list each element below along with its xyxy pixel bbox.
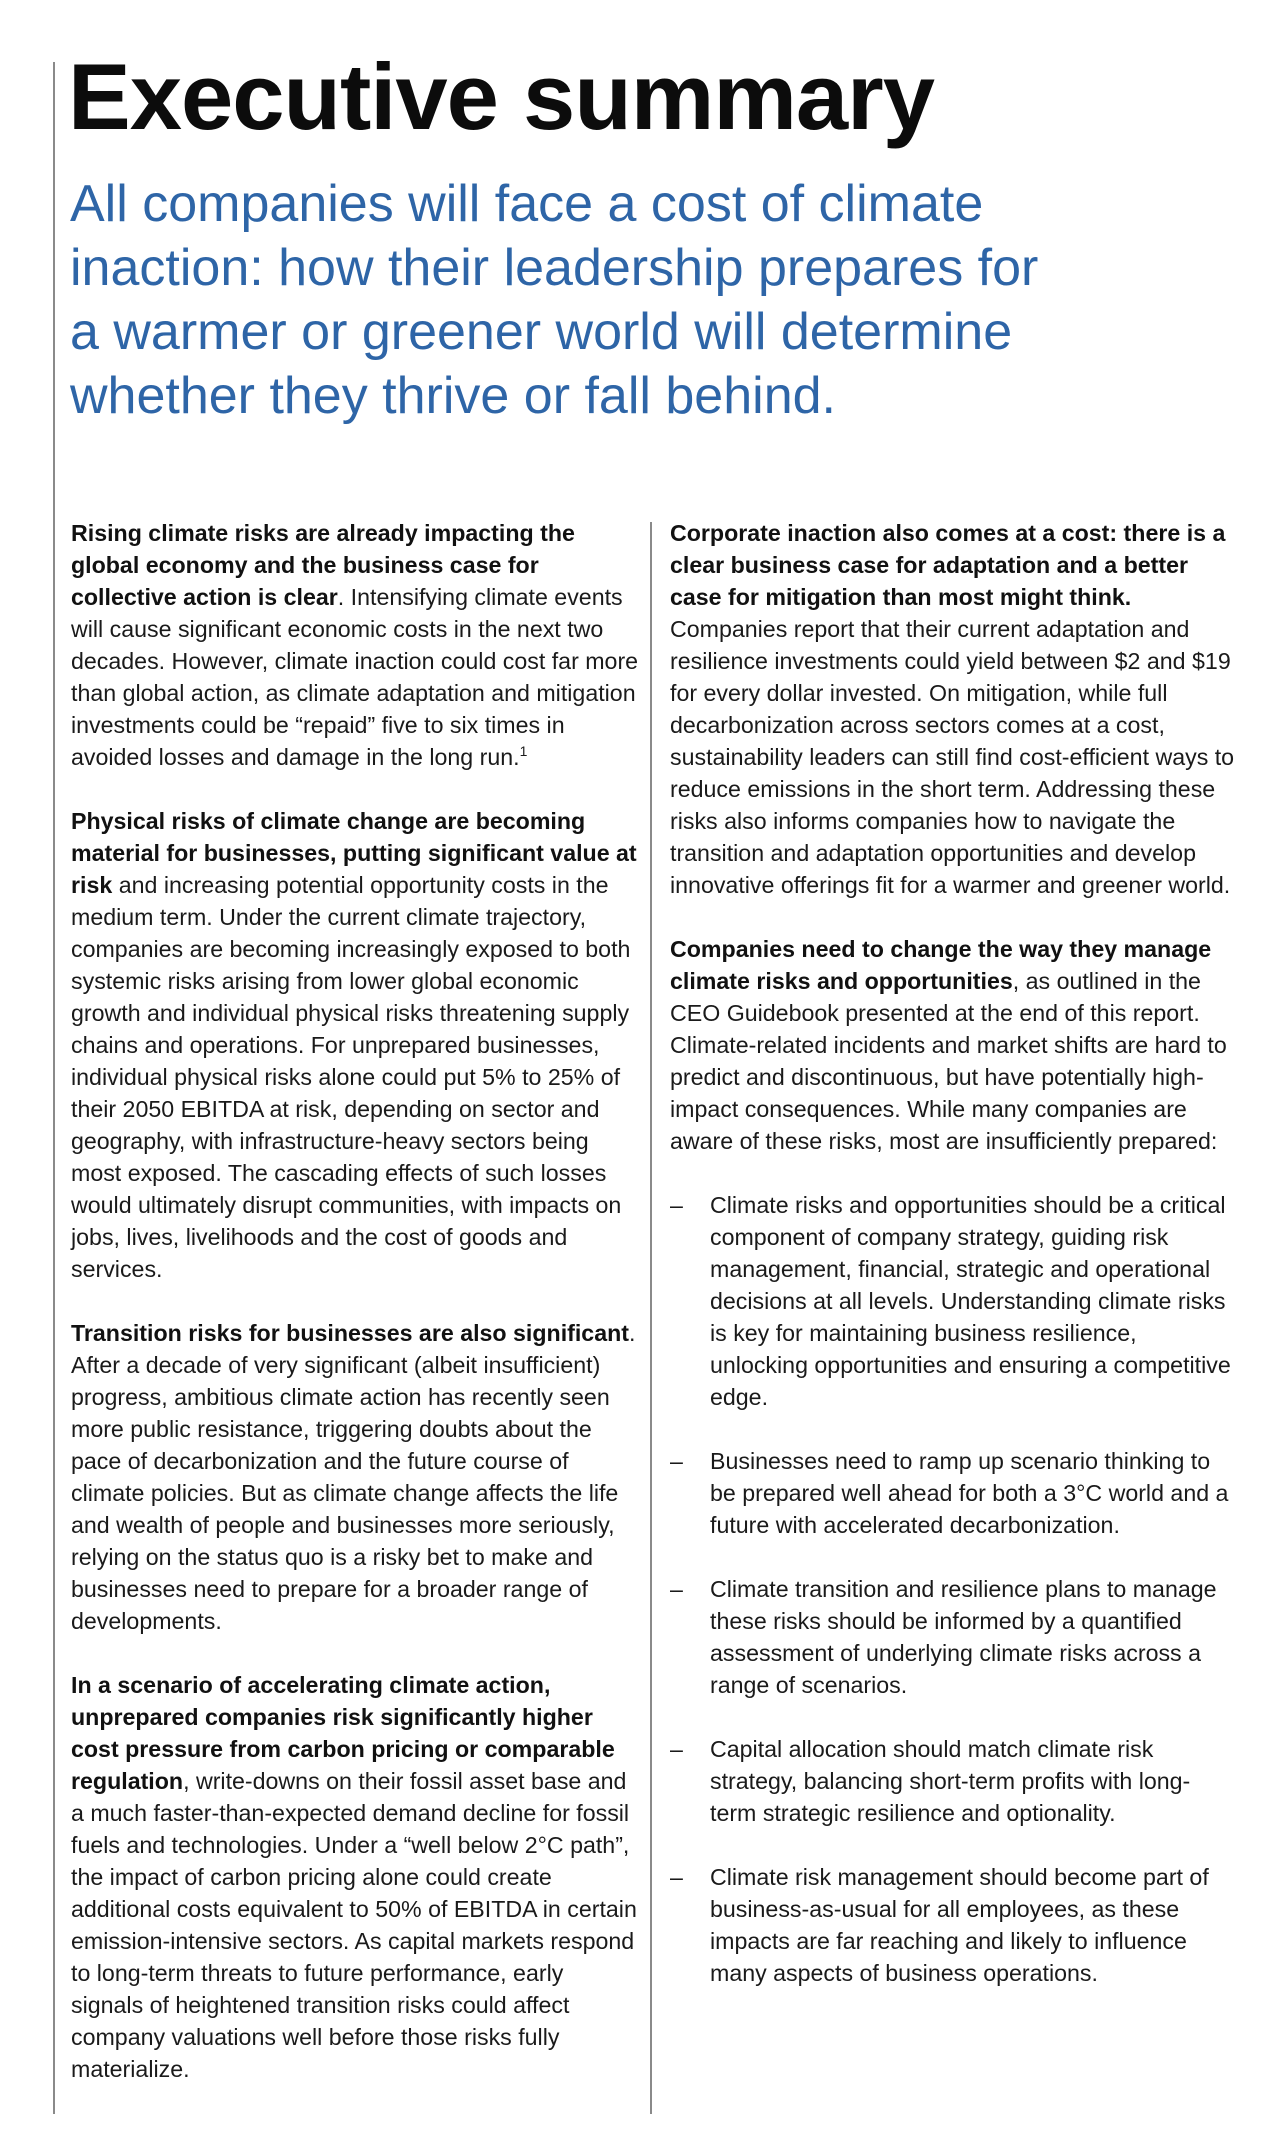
bullet-dash: – xyxy=(670,1736,683,1762)
list-item-text: Climate transition and resilience plans to manage these risks should be informed by a quantified assessment of underlying climate risks across a range of scenarios. xyxy=(710,1576,1217,1698)
paragraph-rising-climate-risks xyxy=(71,517,641,773)
lede-line: whether they thrive or fall behind. xyxy=(70,367,836,425)
paragraph-lead: In a scenario of accelerating climate action, unprepared companies risk significantly higher cost pressure from carbon pricing or comparable regulation xyxy=(71,1672,615,1794)
bullet-dash: – xyxy=(670,1192,683,1218)
bullet-dash: – xyxy=(670,1864,683,1890)
list-item-text: Climate risks and opportunities should be a critical component of company strategy, guiding risk management, financial, strategic and operational decisions at all levels. Understanding climate risks is key for maintaining business resilience, unlocking opportunities and ensuring a competitive edge. xyxy=(710,1192,1231,1410)
list-item xyxy=(670,1861,1235,1989)
paragraph-body: . Intensifying climate events will cause significant economic costs in the next two decades. However, climate inaction could cost far more than global action, as climate adaptation and mitigation investments could be “repaid” five to six times in avoided losses and damage in the long run. xyxy=(71,584,639,770)
paragraph-lead: Corporate inaction also comes at a cost: there is a clear business case for adaptation and a better case for mitigation than most might think. xyxy=(670,520,1226,610)
paragraph-lead: Companies need to change the way they manage climate risks and opportunities xyxy=(670,936,1212,994)
list-item xyxy=(670,1733,1235,1829)
paragraph-corporate-inaction xyxy=(670,517,1235,901)
bullet-dash: – xyxy=(670,1576,683,1602)
lede-line: inaction: how their leadership prepares for xyxy=(70,239,1039,297)
page-title: Executive summary xyxy=(68,44,935,149)
paragraph-lead: Transition risks for businesses are also significant xyxy=(71,1320,629,1346)
paragraph-accelerating-action xyxy=(71,1669,641,2085)
paragraph-body: , write-downs on their fossil asset base and a much faster-than-expected demand decline for fossil fuels and technologies. Under a “well below 2°C path”, the impact of carbon pricing alone could create additional costs equivalent to 50% of EBITDA in certain emission-intensive sectors. As capital markets respond to long-term threats to future performance, early signals of heightened transition risks could affect company valuations well before those risks fully materialize. xyxy=(71,1768,637,2082)
paragraph-body: and increasing potential opportunity costs in the medium term. Under the current climate trajectory, companies are becoming increasingly exposed to both systemic risks arising from lower global economic growth and individual physical risks threatening supply chains and operations. For unprepared businesses, individual physical risks alone could put 5% to 25% of their 2050 EBITDA at risk, depending on sector and geography, with infrastructure-heavy sectors being most exposed. The cascading effects of such losses would ultimately disrupt communities, with impacts on jobs, lives, livelihoods and the cost of goods and services. xyxy=(71,872,631,1282)
list-item xyxy=(670,1573,1235,1701)
column-divider-rule xyxy=(650,522,652,2114)
right-column xyxy=(670,517,1235,2021)
list-item-text: Capital allocation should match climate risk strategy, balancing short-term profits with long-term strategic resilience and optionality. xyxy=(710,1736,1191,1826)
paragraph-body: , as outlined in the CEO Guidebook presented at the end of this report. Climate-related incidents and market shifts are hard to predict and discontinuous, but have potentially high-impact consequences. While many companies are aware of these risks, most are insufficiently prepared: xyxy=(670,968,1227,1154)
paragraph-physical-risks xyxy=(71,805,641,1285)
lede-line: a warmer or greener world will determine xyxy=(70,303,1013,361)
paragraph-body: . After a decade of very significant (albeit insufficient) progress, ambitious climate action has recently seen more public resistance, triggering doubts about the pace of decarbonization and the future course of climate policies. But as climate change affects the life and wealth of people and businesses more seriously, relying on the status quo is a risky bet to make and businesses need to prepare for a broader range of developments. xyxy=(71,1320,636,1634)
footnote-marker: 1 xyxy=(519,743,528,759)
list-item xyxy=(670,1189,1235,1413)
list-item xyxy=(670,1445,1235,1541)
lede-statement xyxy=(70,172,1180,428)
bullet-dash: – xyxy=(670,1448,683,1474)
list-item-text: Businesses need to ramp up scenario thinking to be prepared well ahead for both a 3°C world and a future with accelerated decarbonization. xyxy=(710,1448,1229,1538)
left-vertical-rule xyxy=(53,62,55,2114)
paragraph-body: Companies report that their current adaptation and resilience investments could yield between $2 and $19 for every dollar invested. On mitigation, while full decarbonization across sectors comes at a cost, sustainability leaders can still find cost-efficient ways to reduce emissions in the short term. Addressing these risks also informs companies how to navigate the transition and adaptation opportunities and develop innovative offerings fit for a warmer and greener world. xyxy=(670,616,1235,898)
lede-line: All companies will face a cost of climate xyxy=(70,175,984,233)
paragraph-lead: Rising climate risks are already impacting the global economy and the business case for collective action is clear xyxy=(71,520,575,610)
paragraph-companies-need-to-change xyxy=(670,933,1235,1157)
list-item-text: Climate risk management should become part of business-as-usual for all employees, as these impacts are far reaching and likely to influence many aspects of business operations. xyxy=(710,1864,1209,1986)
left-column xyxy=(71,517,641,2117)
recommendations-list xyxy=(670,1189,1235,1989)
paragraph-lead: Physical risks of climate change are becoming material for businesses, putting significant value at risk xyxy=(71,808,637,898)
paragraph-transition-risks xyxy=(71,1317,641,1637)
